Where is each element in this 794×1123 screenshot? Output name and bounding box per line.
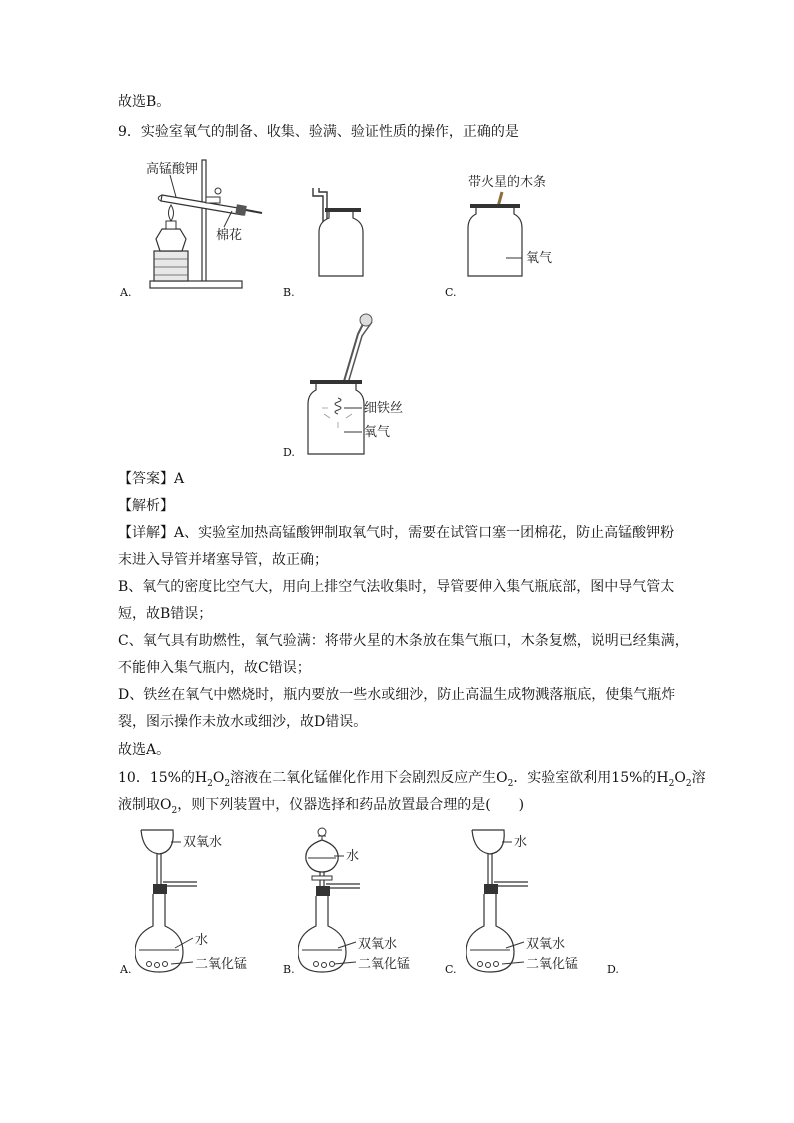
svg-text:双氧水: 双氧水 <box>526 937 566 952</box>
q9-detail-line-4: 短，故B错误； <box>118 606 213 622</box>
q9-fig-d-label-oxygen: 氧气 <box>364 425 391 440</box>
q9-detail-line-8: 裂，图示操作未放水或细沙，故D错误。 <box>118 714 368 730</box>
q9-fig-c-label-oxygen: 氧气 <box>526 251 553 266</box>
q9-stem: 9．实验室氧气的制备、收集、验满、验证性质的操作，正确的是 <box>118 124 519 140</box>
detail-text-1: A、实验室加热高锰酸钾制取氧气时，需要在试管口塞一团棉花，防止高锰酸钾粉 <box>174 525 675 541</box>
svg-text:二氧化锰: 二氧化锰 <box>526 957 579 972</box>
q9-figure-b <box>305 188 370 280</box>
answer-tag: 【答案】 <box>118 471 174 487</box>
q10-figure-a <box>135 826 265 976</box>
q9-detail-line-2: 末进入导管并堵塞导管，故正确； <box>118 552 328 568</box>
svg-text:水: 水 <box>195 933 209 948</box>
detail-tag: 【详解】 <box>118 525 174 541</box>
svg-text:双氧水: 双氧水 <box>183 835 223 850</box>
svg-text:双氧水: 双氧水 <box>358 937 398 952</box>
q9-option-b: B. <box>283 286 295 299</box>
q9-detail-line-1 <box>118 523 674 543</box>
q9-figure-c <box>462 172 572 282</box>
q10-figure-b <box>298 826 428 976</box>
q10-option-b: B. <box>283 963 295 976</box>
q9-fig-a-label-cotton: 棉花 <box>216 228 243 243</box>
q8-conclusion: 故选B。 <box>118 94 171 110</box>
q9-detail-line-7: D、铁丝在氧气中燃烧时，瓶内要放一些水或细沙，防止高温生成物溅落瓶底，使集气瓶炸 <box>118 687 676 703</box>
q9-figure-d <box>300 308 415 458</box>
q9-fig-c-label-splint: 带火星的木条 <box>468 175 547 190</box>
q9-analysis-tag: 【解析】 <box>118 498 174 514</box>
q9-fig-d-label-wire: 细铁丝 <box>364 401 404 416</box>
svg-text:水: 水 <box>514 835 528 850</box>
q9-answer <box>118 469 184 489</box>
q10-option-c: C. <box>445 963 457 976</box>
q9-fig-a-label-kmno4: 高锰酸钾 <box>146 162 199 177</box>
q9-detail-line-6: 不能伸入集气瓶内，故C错误； <box>118 660 311 676</box>
q10-figure-c <box>466 826 596 976</box>
q9-option-c: C. <box>445 286 457 299</box>
q10-option-d: D. <box>607 963 619 976</box>
svg-text:二氧化锰: 二氧化锰 <box>195 957 248 972</box>
q9-conclusion: 故选A。 <box>118 742 171 758</box>
q10-stem-line-1: 10．15%的$H_2O_2$溶液在二氧化锰催化作用下会剧烈反应产生$O_2$．实验室欲利用15%的$H_2O_2$溶 <box>118 770 706 789</box>
q9-option-a: A. <box>120 286 132 299</box>
svg-text:二氧化锰: 二氧化锰 <box>358 957 411 972</box>
q9-detail-line-5: C、氧气具有助燃性，氧气验满：将带火星的木条放在集气瓶口，木条复燃，说明已经集满， <box>118 633 689 649</box>
q9-option-d: D. <box>283 446 295 459</box>
q10-option-a: A. <box>120 963 132 976</box>
svg-text:水: 水 <box>346 849 360 864</box>
answer-value: A <box>174 471 185 487</box>
q10-stem-line-2: 液制取$O_2$，则下列装置中，仪器选择和药品放置最合理的是( ) <box>118 797 525 816</box>
q9-figure-a <box>140 155 265 295</box>
q9-detail-line-3: B、氧气的密度比空气大，用向上排空气法收集时，导管要伸入集气瓶底部，图中导气管太 <box>118 579 675 595</box>
